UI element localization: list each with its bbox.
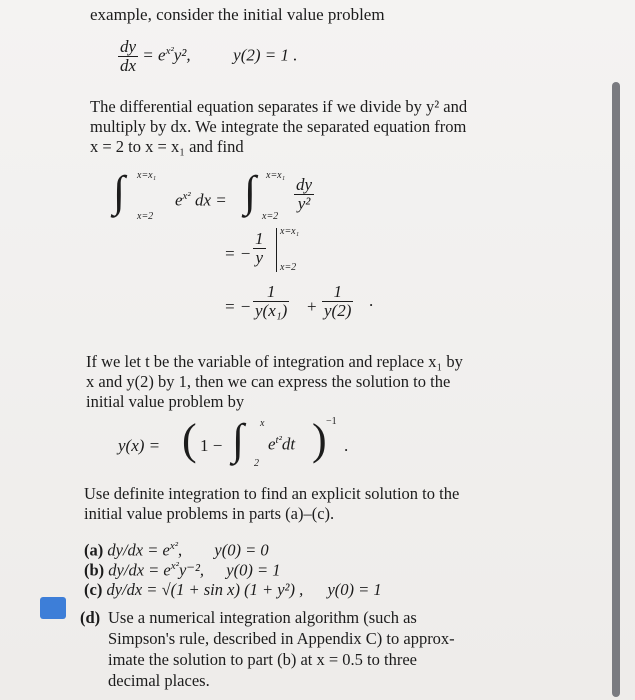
solution-upper: x [260,418,265,429]
result-frac2: $\frac{1}{y(2)}$ [324,282,352,320]
solution-end: . [344,436,349,455]
part-c: (c) dy/dx = √(1 + sin x) (1 + y²) , y(0) = 1 [84,580,382,599]
solution-outer-exp: −1 [326,416,337,427]
result-frac1: $\frac{1}{\text{y(x₁)}}$ [255,282,288,320]
part-d-line3: imate the solution to part (b) at x = 0.5 to three [108,650,417,669]
ivp-rhs: = e [142,45,166,65]
part-b: (b) $dy/dx = e^{x^2}y^{-2}$, y(0) = 1 [84,560,281,580]
para2-line2: x and y(2) by 1, then we can express the solution to the [86,372,451,391]
left-integral-sign: ∫ [113,167,126,216]
result-line-eq: = − [224,297,252,316]
left-upper-limit: x=x₁ [137,170,157,181]
part-a: (a) $dy/dx = e^{x^2}$, y(0) = 0 [84,540,269,560]
left-lower-limit: x=2 [137,211,154,222]
eval-upper-limit: x=x₁ [280,226,300,237]
solution-integral-sign: ∫ [232,415,245,464]
exercise-marker-icon [40,597,66,619]
right-lower-limit: x=2 [262,211,279,222]
right-integral-sign: ∫ [244,167,257,216]
vertical-scrollbar[interactable] [612,82,620,697]
right-upper-limit: x=x₁ [266,170,286,181]
part-d-line2: Simpson's rule, described in Appendix C) to approx- [108,629,455,648]
ivp-rhs-y: y², [173,45,191,65]
eval-line-eq: = − [224,244,252,263]
para1-line3: x = 2 to x = x₁ and find [90,137,244,156]
part-d-line1: Use a numerical integration algorithm (such as [108,608,417,627]
eval-bar [276,228,277,272]
solution-lhs: y(x) = [118,436,161,455]
solution-one-minus: 1 − [200,436,223,455]
para2-line1: If we let t be the variable of integration and replace x₁ by [86,352,463,371]
result-end: . [369,291,374,310]
eval-lower-limit: x=2 [280,262,297,273]
solution-integrand: $e^{t^2}dt$ [268,434,296,454]
para3-line1: Use definite integration to find an explicit solution to the [84,484,460,503]
para1-line1: The differential equation separates if we divide by y² and [90,97,468,116]
part-d-line4: decimal places. [108,671,210,690]
solution-lower: 2 [254,458,259,469]
eval-line-frac: $\frac{1}{y}$ [255,229,264,267]
ivp-initial: y(2) = 1 . [233,45,298,65]
intro-line: example, consider the initial value problem [90,5,385,24]
ivp-derivative: $\frac{dy}{dx}$ [120,37,137,75]
ivp-rhs-exp: x² [165,44,174,57]
ivp-equation [118,38,298,75]
result-plus: + [307,297,317,316]
para2-line3: initial value problem by [86,392,245,411]
solution-close-paren: ) [312,415,327,464]
right-integrand: $\frac{dy}{\text{y²}}$ [296,175,313,213]
para3-line2: initial value problems in parts (a)–(c). [84,504,335,523]
solution-open-paren: ( [182,415,197,464]
part-d-label: (d) [80,608,101,627]
para1-line2: multiply by dx. We integrate the separated equation from [90,117,467,136]
left-integrand: $e^{x^2}$ dx = [175,190,227,210]
